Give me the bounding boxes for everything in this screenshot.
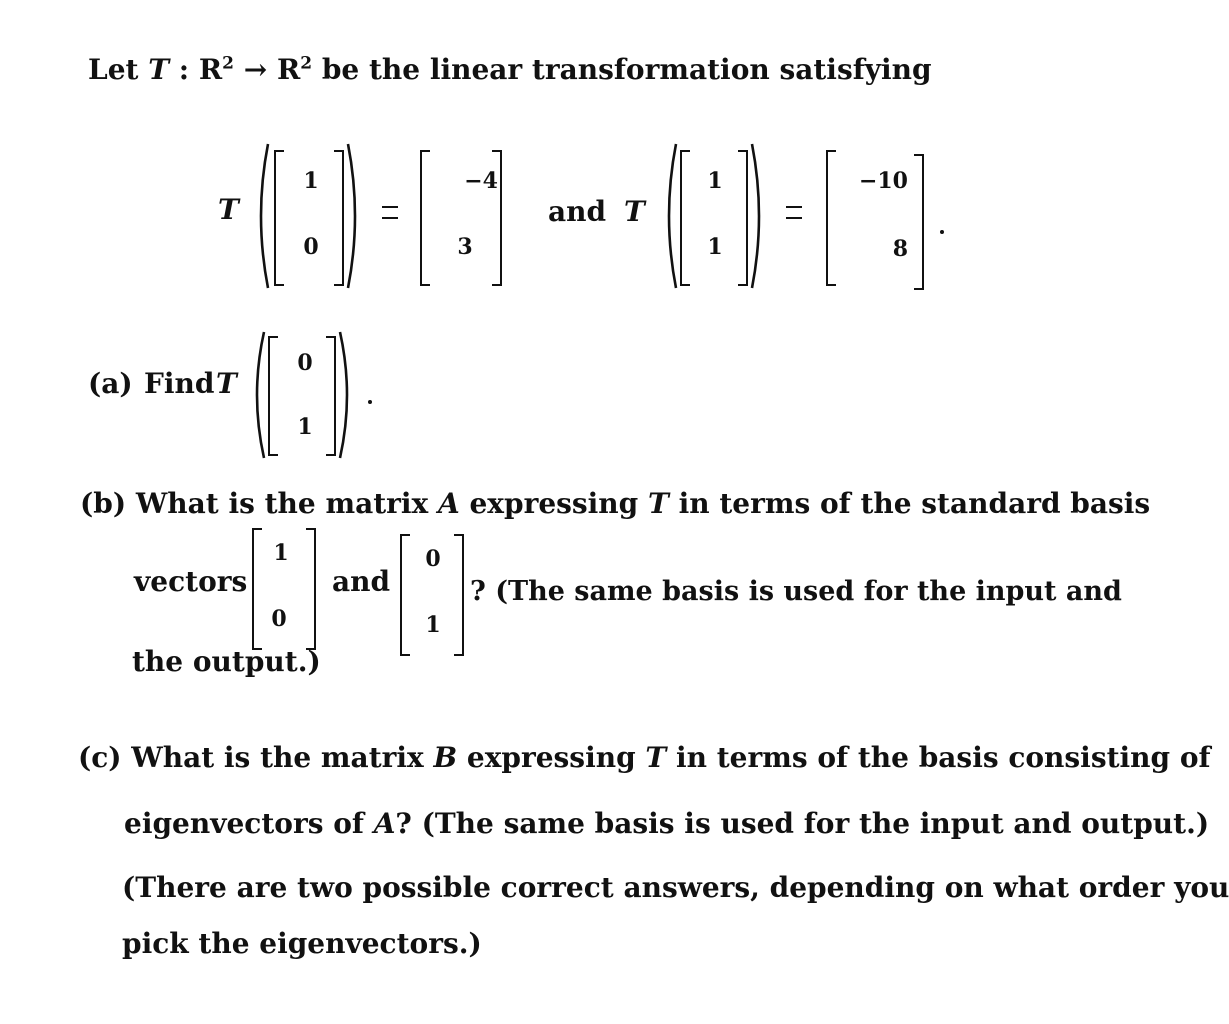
and-connector: and (548, 195, 607, 228)
result-entry: 8 (892, 236, 908, 262)
basis-bracket-left (400, 534, 410, 656)
part-c-label: (c) (78, 741, 122, 774)
basis-entry: 1 (425, 612, 441, 638)
vectors-word: vectors (134, 565, 248, 598)
vector-entry: 1 (707, 234, 723, 260)
period-dot (368, 400, 372, 404)
part-c-line4: pick the eigenvectors.) (122, 927, 482, 960)
domain-exponent: 2 (222, 53, 234, 74)
left-paren (660, 142, 678, 290)
eq2-T: T (624, 195, 645, 228)
vector-bracket-left (680, 150, 690, 286)
vector-bracket-right (326, 336, 336, 456)
basis-entry: 0 (271, 606, 287, 632)
part-b-text: What is the matrix (135, 487, 429, 520)
right-paren (750, 142, 768, 290)
domain-R: R (198, 53, 223, 86)
colon: : (178, 53, 190, 86)
part-c-text: expressing (466, 741, 636, 774)
part-b-line2: ? (The same basis is used for the input and (470, 576, 1122, 607)
part-b-text: in terms of the standard basis (678, 487, 1151, 520)
codomain-exponent: 2 (300, 53, 313, 74)
left-paren (252, 142, 270, 290)
part-b-line1 (80, 487, 1151, 520)
vector-entry: 0 (303, 234, 319, 260)
vector-entry: 0 (297, 350, 313, 376)
part-c-line1 (78, 741, 1211, 774)
left-paren (248, 330, 266, 460)
right-paren (338, 330, 356, 460)
part-c-line3: (There are two possible correct answers, depending on what order you (122, 871, 1229, 904)
symbol-B: B (433, 741, 458, 774)
part-c-line2 (124, 807, 1210, 840)
part-a-T: T (216, 367, 237, 400)
vector-bracket-left (268, 336, 278, 456)
result-bracket-right (914, 154, 924, 290)
symbol-A: A (438, 487, 460, 520)
codomain-R: R (276, 53, 301, 86)
right-paren (346, 142, 364, 290)
vector-bracket-right (738, 150, 748, 286)
symbol-T: T (648, 487, 669, 520)
vector-entry: 1 (297, 414, 313, 440)
part-a-label: (a) (88, 367, 133, 400)
period-dot (940, 230, 944, 234)
basis-entry: 1 (273, 540, 289, 566)
equals-sign (786, 206, 802, 219)
part-c-text: in terms of the basis consisting of (676, 741, 1211, 774)
vector-entry: 1 (707, 168, 723, 194)
vector-entry: 1 (303, 168, 319, 194)
eq1-T: T (218, 193, 239, 226)
vector-bracket-right (334, 150, 344, 286)
basis-bracket-left (252, 528, 262, 650)
part-b-text: expressing (469, 487, 639, 520)
result-entry: −4 (464, 168, 498, 194)
basis-bracket-right (306, 528, 316, 650)
equals-sign (382, 206, 398, 219)
intro-prefix: Let (88, 53, 139, 86)
result-bracket-left (826, 150, 836, 286)
and-connector: and (332, 565, 391, 598)
symbol-A: A (373, 807, 396, 840)
intro-suffix: be the linear transformation satisfying (321, 53, 932, 86)
part-b-line3: the output.) (132, 645, 321, 678)
arrow-symbol: → (243, 53, 268, 86)
result-bracket-right (492, 150, 502, 286)
part-a-text: Find (144, 367, 215, 400)
symbol-T: T (148, 53, 170, 86)
result-entry: −10 (858, 168, 908, 194)
part-c-text: What is the matrix (131, 741, 424, 774)
part-c-text: eigenvectors of (124, 807, 364, 840)
symbol-T: T (645, 741, 667, 774)
result-bracket-left (420, 150, 430, 286)
vector-bracket-left (274, 150, 284, 286)
part-b-label: (b) (80, 487, 127, 520)
result-entry: 3 (457, 234, 473, 260)
part-c-text: ? (The same basis is used for the input and output.) (395, 807, 1210, 840)
basis-bracket-right (454, 534, 464, 656)
basis-entry: 0 (425, 546, 441, 572)
intro-line (88, 53, 932, 86)
